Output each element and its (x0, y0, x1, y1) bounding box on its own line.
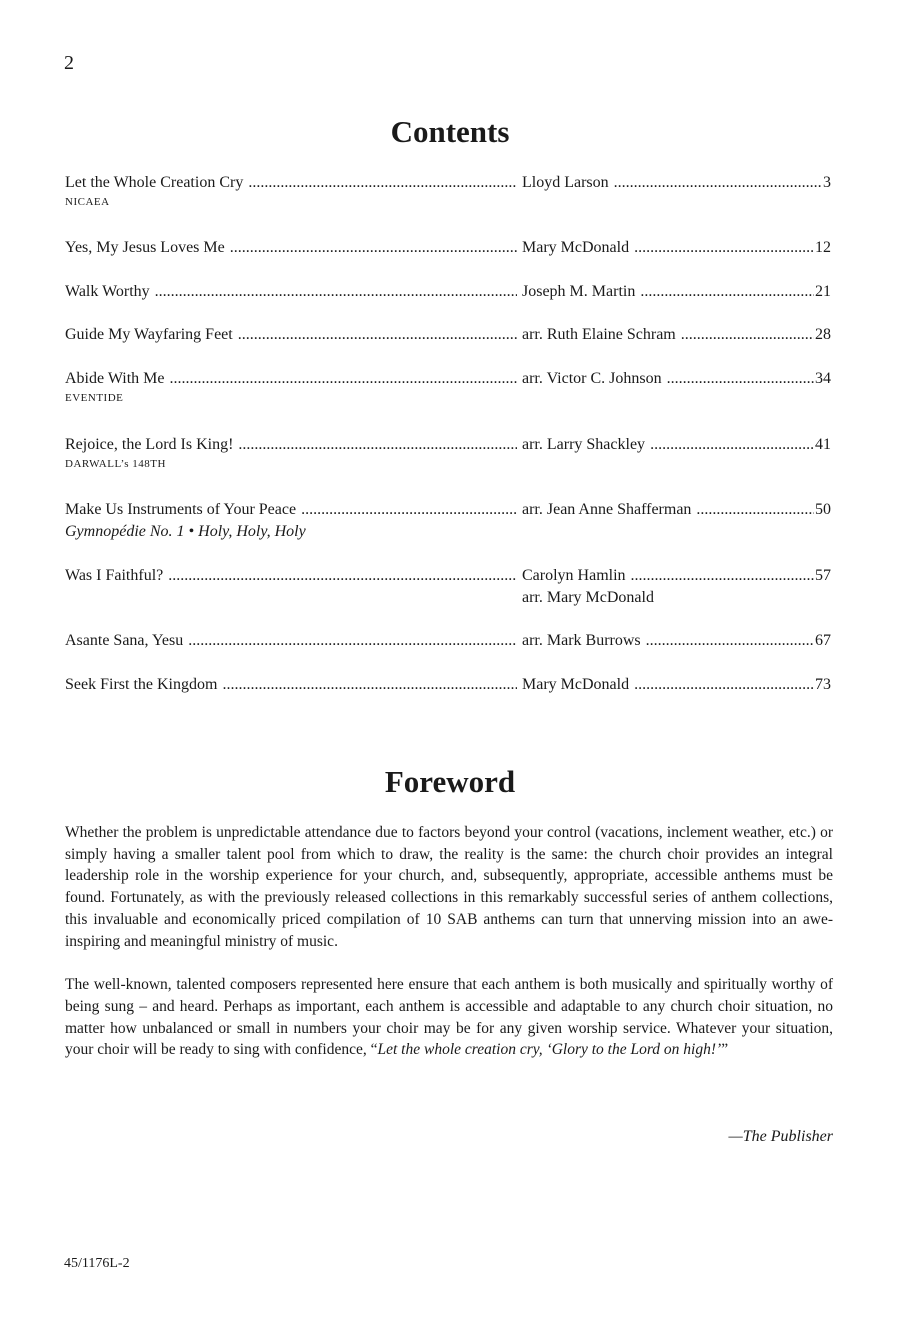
publisher-signature: —The Publisher (728, 1128, 833, 1145)
toc-title: Guide My Wayfaring Feet (65, 326, 233, 343)
toc-title: Walk Worthy (65, 283, 150, 300)
toc-composer: arr. Ruth Elaine Schram (522, 326, 676, 343)
toc-page-number: 21 (814, 281, 831, 303)
toc-entry[interactable] (65, 630, 831, 652)
catalog-code: 45/1176L-2 (64, 1256, 130, 1271)
toc-composer: arr. Larry Shackley (522, 436, 646, 453)
toc-title: Rejoice, the Lord Is King! (65, 436, 234, 453)
toc-composer: arr. Mark Burrows (522, 632, 641, 649)
toc-entry[interactable] (65, 237, 831, 259)
toc-page-number: 73 (814, 674, 831, 696)
toc-composer: Lloyd Larson (522, 174, 609, 191)
toc-title: Let the Whole Creation Cry (65, 174, 244, 191)
toc-entry[interactable] (65, 434, 831, 472)
foreword-title: Foreword (384, 764, 516, 799)
toc-composer: Joseph M. Martin (522, 283, 636, 300)
toc-title: Seek First the Kingdom (65, 676, 218, 693)
page-number: 2 (64, 52, 74, 74)
foreword-quote-close: ” (721, 1041, 729, 1059)
toc-tune: EVENTIDE (65, 392, 124, 404)
toc-entry[interactable] (65, 674, 831, 696)
toc-page-number: 57 (814, 565, 831, 587)
contents-title: Contents (390, 114, 510, 149)
foreword-body (65, 822, 833, 1083)
toc-title: Yes, My Jesus Loves Me (65, 239, 225, 256)
foreword-paragraph (65, 974, 833, 1061)
toc-entry[interactable] (65, 368, 831, 406)
toc-entry[interactable] (65, 324, 831, 346)
toc-title: Was I Faithful? (65, 567, 164, 584)
toc-entry[interactable] (65, 281, 831, 303)
toc-composer: Carolyn Hamlin (522, 567, 626, 584)
toc-composer: arr. Victor C. Johnson (522, 370, 662, 387)
toc-tune: DARWALL’s 148TH (65, 458, 166, 470)
toc-page-number: 28 (814, 324, 831, 346)
toc-page-number: 12 (814, 237, 831, 259)
toc-entry[interactable] (65, 172, 831, 210)
toc-arranger: arr. Mary McDonald (522, 589, 654, 606)
toc-entry[interactable] (65, 499, 831, 543)
toc-tune: Gymnopédie No. 1 • Holy, Holy, Holy (65, 523, 306, 540)
toc-entry[interactable] (65, 565, 831, 609)
toc-page-number: 34 (814, 368, 831, 390)
foreword-paragraph: Whether the problem is unpredictable attendance due to factors beyond your control (vacations, inclement weather, etc.) or simply having a smaller talent pool from which to draw, the reality is the same: the church choir provides an integral leadership role in the worship experience for your church, and, subsequently, appropriate, accessible anthems must be found. Fortunately, as with the previously released collections in this remarkably successful series of anthem collections, this invaluable and economically priced compilation of 10 SAB anthems can turn that unnerving mission into an awe-inspiring and meaningful ministry of music. (65, 824, 833, 950)
toc-title: Abide With Me (65, 370, 165, 387)
toc-composer: arr. Jean Anne Shafferman (522, 501, 692, 518)
toc-page-number: 50 (814, 499, 831, 521)
toc-composer: Mary McDonald (522, 676, 630, 693)
foreword-paragraph-text: The well-known, talented composers represented here ensure that each anthem is both musically and spiritually worthy of being sung – and heard. Perhaps as important, each anthem is accessible and adaptable to any church choir situation, no matter how unbalanced or small in numbers your choir may be for any given worship service. Whatever your situation, your choir will be ready to sing with confidence, “ (65, 976, 833, 1059)
toc-title: Asante Sana, Yesu (65, 632, 184, 649)
toc-tune: NICAEA (65, 196, 110, 208)
toc-page-number: 3 (822, 172, 831, 194)
toc-page-number: 41 (814, 434, 831, 456)
toc-title: Make Us Instruments of Your Peace (65, 501, 297, 518)
toc-page-number: 67 (814, 630, 831, 652)
toc-composer: Mary McDonald (522, 239, 630, 256)
foreword-quote: Let the whole creation cry, ‘Glory to the Lord on high!’ (377, 1041, 722, 1059)
